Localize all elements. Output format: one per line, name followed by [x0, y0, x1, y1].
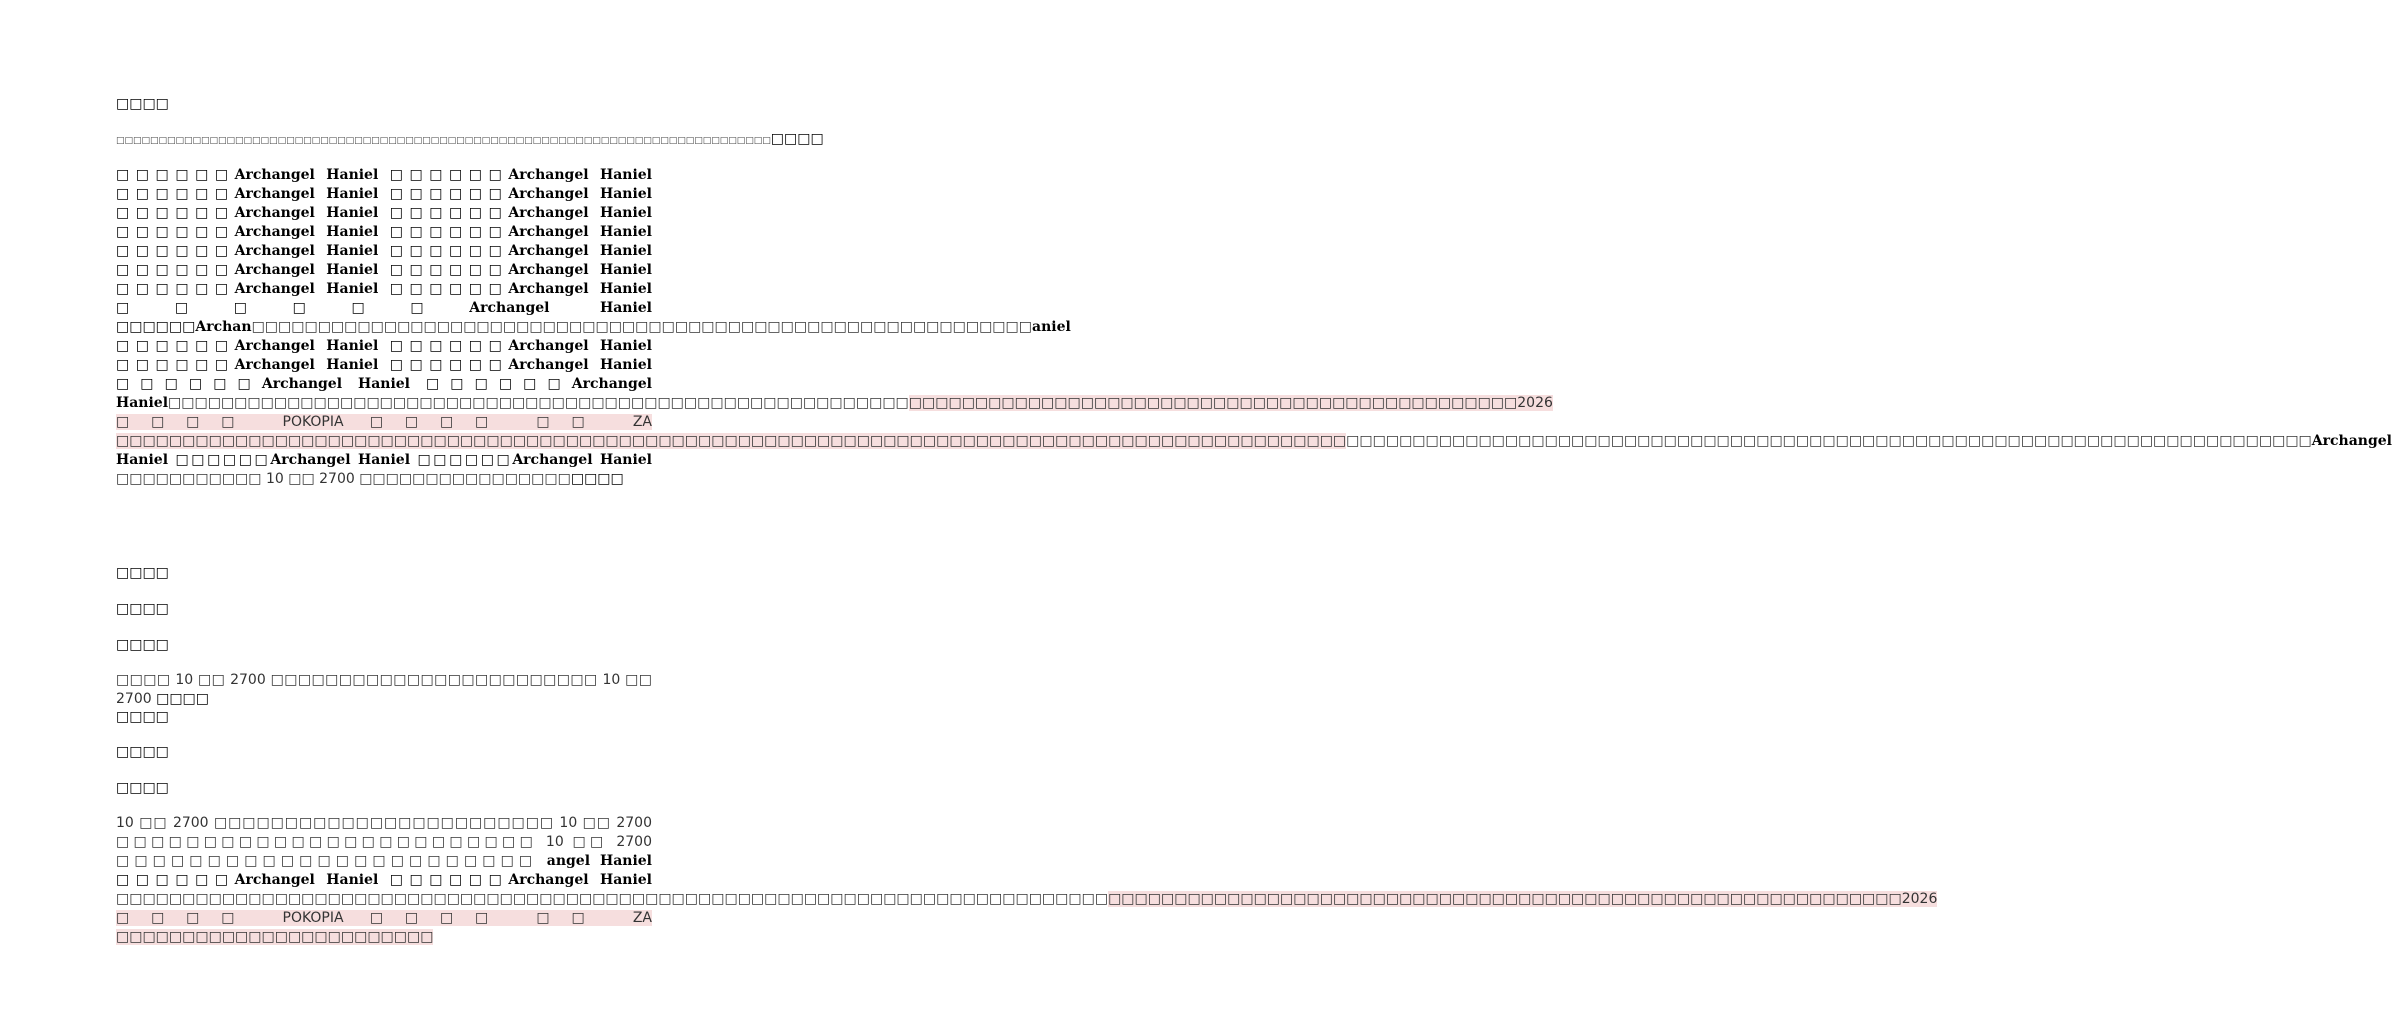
para1-bold-run-3: Archangel Haniel □□□□□□Archangel Haniel □□□□□□Archangel Haniel — [116, 433, 2392, 468]
line2-text: □□□□ 10 □□ 2700 □□□□□□□□□□□□□□□□□□□□□□□□ 10 □□ 2700 — [116, 672, 652, 707]
line-2 — [116, 671, 652, 709]
para2-plain-run-1: 10 □□ 2700 □□□□□□□□□□□□□□□□□□□□□□□□ 10 □□ 2700 □□□□□□□□□□□□□□□□□□□□□□□□ 10 □□ 2700 □□□□□□□□□□□□□□□□□□□□□□□ — [116, 815, 652, 869]
para2-highlighted-run: □□□□□□□□□□□□□□□□□□□□□□□□□□□□□□□□□□□□□□□□□□□□□□□□□□□□□□□□□□□□2026 □□□□ POKOPIA □□□□ □□ ZA □□□□□□□□□□□□□□□□□□□□□□□□ — [116, 891, 1938, 945]
heading-3: □□□□ — [116, 601, 169, 617]
paragraph-1 — [116, 166, 2392, 546]
heading-4: □□□□ — [116, 637, 169, 653]
heading-7: □□□□ — [116, 780, 169, 796]
intro-line-end: □□□□ — [770, 131, 824, 147]
para1-bold-run-1: □□□□□□Archangel Haniel □□□□□□Archangel Haniel □□□□□□Archangel Haniel □□□□□□Archangel Haniel □□□□□□Archangel Haniel □□□□□□Archangel Haniel □□□□□□Archangel Haniel □□□□□□Archangel Haniel □□□□□□Archangel Haniel □□□□□□Archangel Haniel □□□□□□Archangel Haniel □□□□□□Archangel Haniel □□□□□□Archangel Haniel □□□□□□Archangel Haniel □□□□□□Archangel Haniel □□□□□□Archan — [116, 167, 652, 335]
heading-5: □□□□ — [116, 709, 169, 725]
heading-6: □□□□ — [116, 744, 169, 760]
heading-1: □□□□ — [116, 96, 169, 112]
para1-plain-run-2: □□□□□□□□□□□□□□□□□□□□□□□□□□□□□□□□□□□□□□□□□□□□□□□□□□□□□□□□ — [168, 395, 909, 411]
intro-line-small-text: □□□□□□□□□□□□□□□□□□□□□□□□□□□□□□□□□□□□□□□□□□□□□□□□□□□□□□□□□□□□□□□□□□□□□□□□□□□□□ — [116, 136, 771, 146]
intro-line — [116, 131, 824, 149]
heading-2: □□□□ — [116, 565, 169, 581]
line2-end: □□□□ — [156, 691, 210, 707]
paragraph-2 — [116, 814, 1938, 945]
para1-bold-run-2: aniel □□□□□□Archangel Haniel □□□□□□Archangel Haniel □□□□□□Archangel Haniel □□□□□□Archangel Haniel □□□□□□Archangel Haniel □□□□□□Archangel Haniel — [116, 319, 1071, 411]
para1-plain-run-1: □□□□□□□□□□□□□□□□□□□□□□□□□□□□□□□□□□□□□□□□□□□□□□□□□□□□□□□□□□□ — [251, 319, 1032, 335]
para1-plain-run-3: □□□□□□□□□□□□□□□□□□□□□□□□□□□□□□□□□□□□□□□□□□□□□□□□□□□□□□□□□□□□□□□□□□□□□□□□□ — [1346, 433, 2312, 449]
para1-highlighted-run: □□□□□□□□□□□□□□□□□□□□□□□□□□□□□□□□□□□□□□□□□□□□□□2026 □□□□ POKOPIA □□□□ □□ ZA □□□□□□□□□□□□□□□□□□□□□□□□□□□□□□□□□□□□□□□□□□□□□□□□□□□□□□□□□□□□□□□□□□□□□□□□□□□□□□□□□□□□□□□□□□□□□ — [116, 395, 1553, 449]
para2-bold-run-1: angel Haniel □□□□□□Archangel Haniel □□□□□□Archangel Haniel — [116, 853, 652, 888]
para1-plain-run-4: □□□□□□□□□□□ 10 □□ 2700 □□□□□□□□□□□□□□□□ — [116, 471, 571, 487]
para1-end: □□□□ — [570, 471, 624, 487]
para2-plain-run-2: □□□□□□□□□□□□□□□□□□□□□□□□□□□□□□□□□□□□□□□□□□□□□□□□□□□□□□□□□□□□□□□□□□□□□□□□□□□ — [116, 891, 1109, 907]
